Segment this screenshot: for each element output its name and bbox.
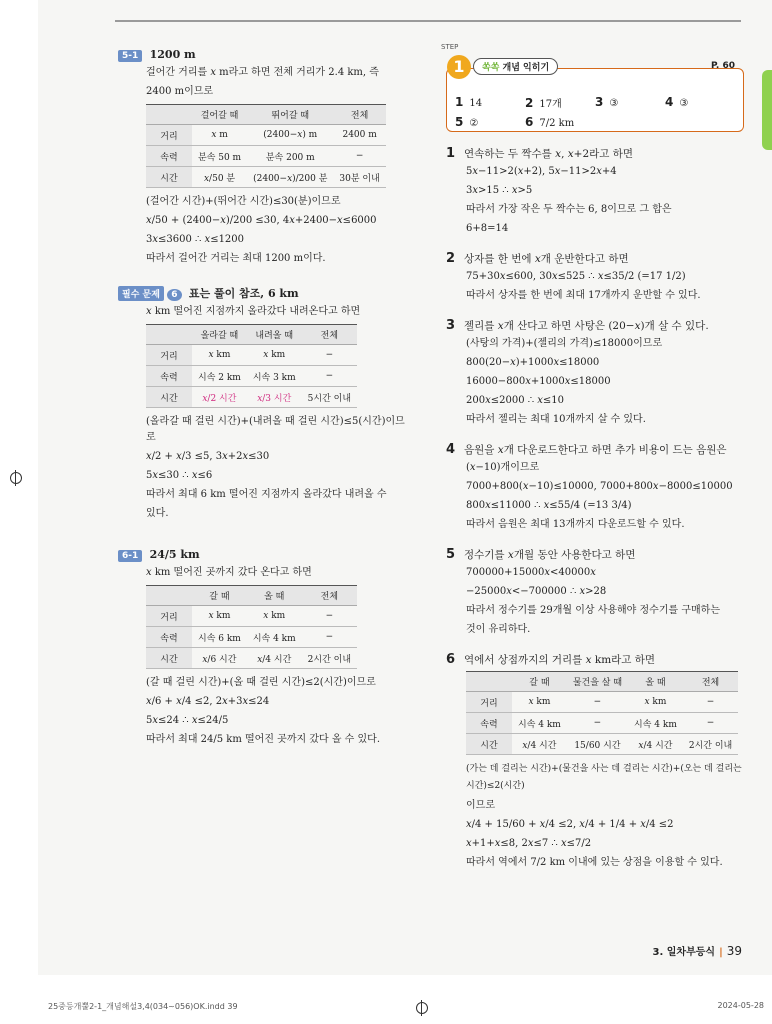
row-header: 거리 — [146, 125, 192, 146]
step-label: STEP — [441, 43, 459, 51]
text-line: 2400 m이므로 — [146, 86, 214, 97]
answer-5-1: 1200 m — [149, 48, 196, 61]
cell: 2400 m — [333, 125, 385, 146]
col-header: 전체 — [302, 586, 357, 606]
text-line: 𝑥/4 + 15/60 + 𝑥/4 ≤2, 𝑥/4 + 1/4 + 𝑥/4 ≤2 — [466, 819, 674, 830]
badge-required: 필수 문제 — [118, 286, 164, 301]
text-line: 연속하는 두 짝수를 𝑥, 𝑥+2라고 하면 — [464, 148, 634, 160]
col-header: 뛰어갈 때 — [247, 105, 333, 125]
text-line: 𝑥 km 떨어진 지점까지 올라갔다 내려온다고 하면 — [146, 306, 361, 317]
cell: 5시간 이내 — [302, 387, 357, 408]
answer-item: 2 17개 — [525, 96, 562, 110]
text-line: 역에서 상점까지의 거리를 𝑥 km라고 하면 — [464, 654, 656, 666]
row-header: 거리 — [146, 345, 192, 366]
problem-number: 5 — [446, 547, 456, 562]
text-line: −25000𝑥<−700000 ∴ 𝑥>28 — [466, 586, 607, 597]
cell: − — [683, 692, 738, 713]
text-line: (갈 때 걸린 시간)+(올 때 걸린 시간)≤2(시간)이므로 — [146, 677, 376, 688]
row-header: 거리 — [146, 606, 192, 627]
registration-mark-icon — [416, 1002, 428, 1014]
row-header: 속력 — [466, 713, 512, 734]
badge-5-1: 5-1 — [118, 50, 142, 62]
text-line: 따라서 음원은 최대 13개까지 다운로드할 수 있다. — [466, 519, 685, 530]
text-line: 따라서 젤리는 최대 10개까지 살 수 있다. — [466, 414, 646, 425]
text-line: 200𝑥≤2000 ∴ 𝑥≤10 — [466, 395, 565, 406]
col-header: 걸어갈 때 — [192, 105, 247, 125]
cell: 시속 6 km — [192, 627, 247, 648]
cell: 2시간 이내 — [683, 734, 738, 755]
cell: 𝑥 m — [192, 125, 247, 146]
row-header: 거리 — [466, 692, 512, 713]
cell: 𝑥/6 시간 — [192, 648, 247, 669]
table-6-1 — [146, 585, 357, 669]
text-line: 이므로 — [466, 800, 495, 811]
chapter-title: 3. 일차부등식 — [652, 947, 716, 958]
text-line: (사탕의 가격)+(젤리의 가격)≤18000이므로 — [466, 338, 663, 349]
answer-6-1: 24/5 km — [149, 548, 200, 561]
answer-item: 6 7/2 km — [525, 115, 575, 129]
text-line: 따라서 걸어간 거리는 최대 1200 m이다. — [146, 253, 326, 264]
answer-required-6: 표는 풀이 참조, 6 km — [188, 287, 299, 300]
problem-number: 2 — [446, 251, 456, 266]
text-line: 𝑥 km 떨어진 곳까지 갔다 온다고 하면 — [146, 567, 312, 578]
print-date: 2024-05-28 — [717, 1001, 764, 1010]
text-line: 3𝑥>15 ∴ 𝑥>5 — [466, 185, 533, 196]
cell: 분속 200 m — [247, 146, 333, 167]
col-header: 갈 때 — [512, 672, 567, 692]
row-header: 시간 — [146, 387, 192, 408]
problem-number: 3 — [446, 318, 456, 333]
cell: 30분 이내 — [333, 167, 385, 188]
problem-5 — [446, 547, 746, 638]
col-header: 올 때 — [628, 672, 683, 692]
problem-number: 1 — [446, 146, 456, 161]
text-line: (가는 데 걸리는 시간)+(물건을 사는 데 걸리는 시간)+(오는 데 걸리는 시간)≤2(시간) — [466, 764, 742, 791]
problem-3 — [446, 318, 746, 428]
cell: 시속 2 km — [192, 366, 247, 387]
chapter-tab — [762, 70, 772, 150]
cell: 𝑥 km — [512, 692, 567, 713]
cell: − — [302, 345, 357, 366]
problem-number: 4 — [446, 442, 456, 457]
cell: 시속 4 km — [512, 713, 567, 734]
text-line: 𝑥/50 + (2400−𝑥)/200 ≤30, 4𝑥+2400−𝑥≤6000 — [146, 215, 377, 226]
text-line: 따라서 역에서 7/2 km 이내에 있는 상점을 이용할 수 있다. — [466, 857, 723, 868]
text-line: 𝑥/6 + 𝑥/4 ≤2, 2𝑥+3𝑥≤24 — [146, 696, 270, 707]
required-problem-6 — [118, 285, 410, 522]
text-line: 따라서 정수기를 29개월 이상 사용해야 정수기를 구매하는 — [466, 605, 720, 616]
text-line: (올라갈 때 걸린 시간)+(내려올 때 걸린 시간)≤5(시간)이므로 — [146, 416, 405, 443]
right-column — [441, 43, 746, 873]
answer-item: 5 ② — [455, 115, 479, 129]
row-header: 속력 — [146, 146, 192, 167]
cell: 𝑥/3 시간 — [247, 387, 302, 408]
step-box — [441, 43, 744, 132]
problem-6 — [446, 652, 746, 871]
problem-4 — [446, 442, 746, 533]
text-line: 상자를 한 번에 𝑥개 운반한다고 하면 — [464, 253, 629, 265]
left-column — [118, 48, 410, 751]
cell: 𝑥 km — [247, 606, 302, 627]
problem-1 — [446, 146, 746, 237]
cell: 𝑥/4 시간 — [512, 734, 567, 755]
cell: − — [302, 366, 357, 387]
cell: (2400−𝑥)/200 분 — [247, 167, 333, 188]
text-line: 젤리를 𝑥개 산다고 하면 사탕은 (20−𝑥)개 살 수 있다. — [464, 320, 709, 332]
text-line: 5𝑥−11>2(𝑥+2), 5𝑥−11>2𝑥+4 — [466, 166, 617, 177]
col-header: 내려올 때 — [247, 325, 302, 345]
text-line: (걸어간 시간)+(뛰어간 시간)≤30(분)이므로 — [146, 196, 341, 207]
cell: (2400−𝑥) m — [247, 125, 333, 146]
cell: − — [683, 713, 738, 734]
row-header: 속력 — [146, 627, 192, 648]
text-line: 𝑥+1+𝑥≤8, 2𝑥≤7 ∴ 𝑥≤7/2 — [466, 838, 592, 849]
problem-list — [446, 146, 746, 638]
step-header — [441, 43, 743, 81]
col-header: 물건을 살 때 — [567, 672, 628, 692]
print-filename: 25중등개뿔2-1_개념해설3,4(034~056)OK.indd 39 — [48, 1002, 238, 1011]
col-header: 올라갈 때 — [192, 325, 247, 345]
text-line: 정수기를 𝑥개월 동안 사용한다고 하면 — [464, 549, 636, 561]
cell: − — [567, 713, 628, 734]
row-header: 속력 — [146, 366, 192, 387]
page-reference: P. 60 — [710, 61, 735, 71]
table-required-6 — [146, 324, 357, 408]
problem-6-1 — [118, 548, 410, 748]
col-header: 올 때 — [247, 586, 302, 606]
answer-item: 3 ③ — [595, 95, 619, 109]
cell: − — [302, 627, 357, 648]
text-line: 따라서 최대 24/5 km 떨어진 곳까지 갔다 올 수 있다. — [146, 734, 381, 745]
text-line: 16000−800𝑥+1000𝑥≤18000 — [466, 376, 611, 387]
page-number: 39 — [726, 944, 742, 958]
problem-number: 6 — [446, 652, 456, 667]
problem-2 — [446, 251, 746, 304]
table-5-1 — [146, 104, 386, 188]
text-line: 800𝑥≤11000 ∴ 𝑥≤55/4 (=13 3/4) — [466, 500, 632, 511]
cell: 𝑥/4 시간 — [247, 648, 302, 669]
text-line: 걸어간 거리를 𝑥 m라고 하면 전체 거리가 2.4 km, 즉 — [146, 67, 379, 78]
step-title-accent: 쏙쏙 — [482, 63, 500, 73]
text-line: 7000+800(𝑥−10)≤10000, 7000+800𝑥−8000≤10000 — [466, 481, 733, 492]
cell: − — [302, 606, 357, 627]
text-line: 따라서 가장 작은 두 짝수는 6, 8이므로 그 합은 — [466, 204, 672, 215]
step-number-badge: 1 — [447, 55, 471, 79]
col-header: 전체 — [302, 325, 357, 345]
table-problem-6 — [466, 671, 738, 755]
cell: 𝑥 km — [628, 692, 683, 713]
cell: 𝑥/2 시간 — [192, 387, 247, 408]
cell: 시속 4 km — [628, 713, 683, 734]
cell: 𝑥/50 분 — [192, 167, 247, 188]
cell: 분속 50 m — [192, 146, 247, 167]
text-line: 따라서 상자를 한 번에 최대 17개까지 운반할 수 있다. — [466, 290, 701, 301]
text-line: 6+8=14 — [466, 223, 509, 234]
row-header: 시간 — [146, 648, 192, 669]
cell: 𝑥/4 시간 — [628, 734, 683, 755]
cell: 𝑥 km — [192, 345, 247, 366]
cell: 𝑥 km — [247, 345, 302, 366]
text-line: 따라서 최대 6 km 떨어진 지점까지 올라갔다 내려올 수 — [146, 489, 387, 500]
row-header: 시간 — [466, 734, 512, 755]
step-title-text: 개념 익히기 — [502, 63, 550, 73]
cell: 15/60 시간 — [567, 734, 628, 755]
cell: 시속 3 km — [247, 366, 302, 387]
text-line: 5𝑥≤24 ∴ 𝑥≤24/5 — [146, 715, 229, 726]
text-line: 700000+15000𝑥<40000𝑥 — [466, 567, 596, 578]
cell: 2시간 이내 — [302, 648, 357, 669]
text-line: (𝑥−10)개이므로 — [466, 462, 540, 473]
cell: 시속 4 km — [247, 627, 302, 648]
page-footer: 3. 일차부등식 | 39 — [652, 944, 742, 958]
row-header: 시간 — [146, 167, 192, 188]
text-line: 있다. — [146, 508, 169, 519]
col-header: 전체 — [683, 672, 738, 692]
cell: − — [333, 146, 385, 167]
text-line: 음원을 𝑥개 다운로드한다고 하면 추가 비용이 드는 음원은 — [464, 444, 727, 456]
col-header: 갈 때 — [192, 586, 247, 606]
badge-6-1: 6-1 — [118, 550, 142, 562]
cell: 𝑥 km — [192, 606, 247, 627]
text-line: 75+30𝑥≤600, 30𝑥≤525 ∴ 𝑥≤35/2 (=17 1/2) — [466, 271, 686, 282]
text-line: 𝑥/2 + 𝑥/3 ≤5, 3𝑥+2𝑥≤30 — [146, 451, 270, 462]
badge-num: 6 — [167, 289, 181, 301]
col-header: 전체 — [333, 105, 385, 125]
cell: − — [567, 692, 628, 713]
text-line: 것이 유리하다. — [466, 624, 531, 635]
text-line: 5𝑥≤30 ∴ 𝑥≤6 — [146, 470, 213, 481]
top-rule — [115, 20, 741, 22]
answer-item: 1 14 — [455, 95, 483, 109]
text-line: 3𝑥≤3600 ∴ 𝑥≤1200 — [146, 234, 245, 245]
answer-item: 4 ③ — [665, 95, 689, 109]
step-title — [473, 58, 558, 75]
text-line: 800(20−𝑥)+1000𝑥≤18000 — [466, 357, 600, 368]
registration-mark-icon — [10, 472, 22, 484]
problem-5-1 — [118, 48, 410, 267]
